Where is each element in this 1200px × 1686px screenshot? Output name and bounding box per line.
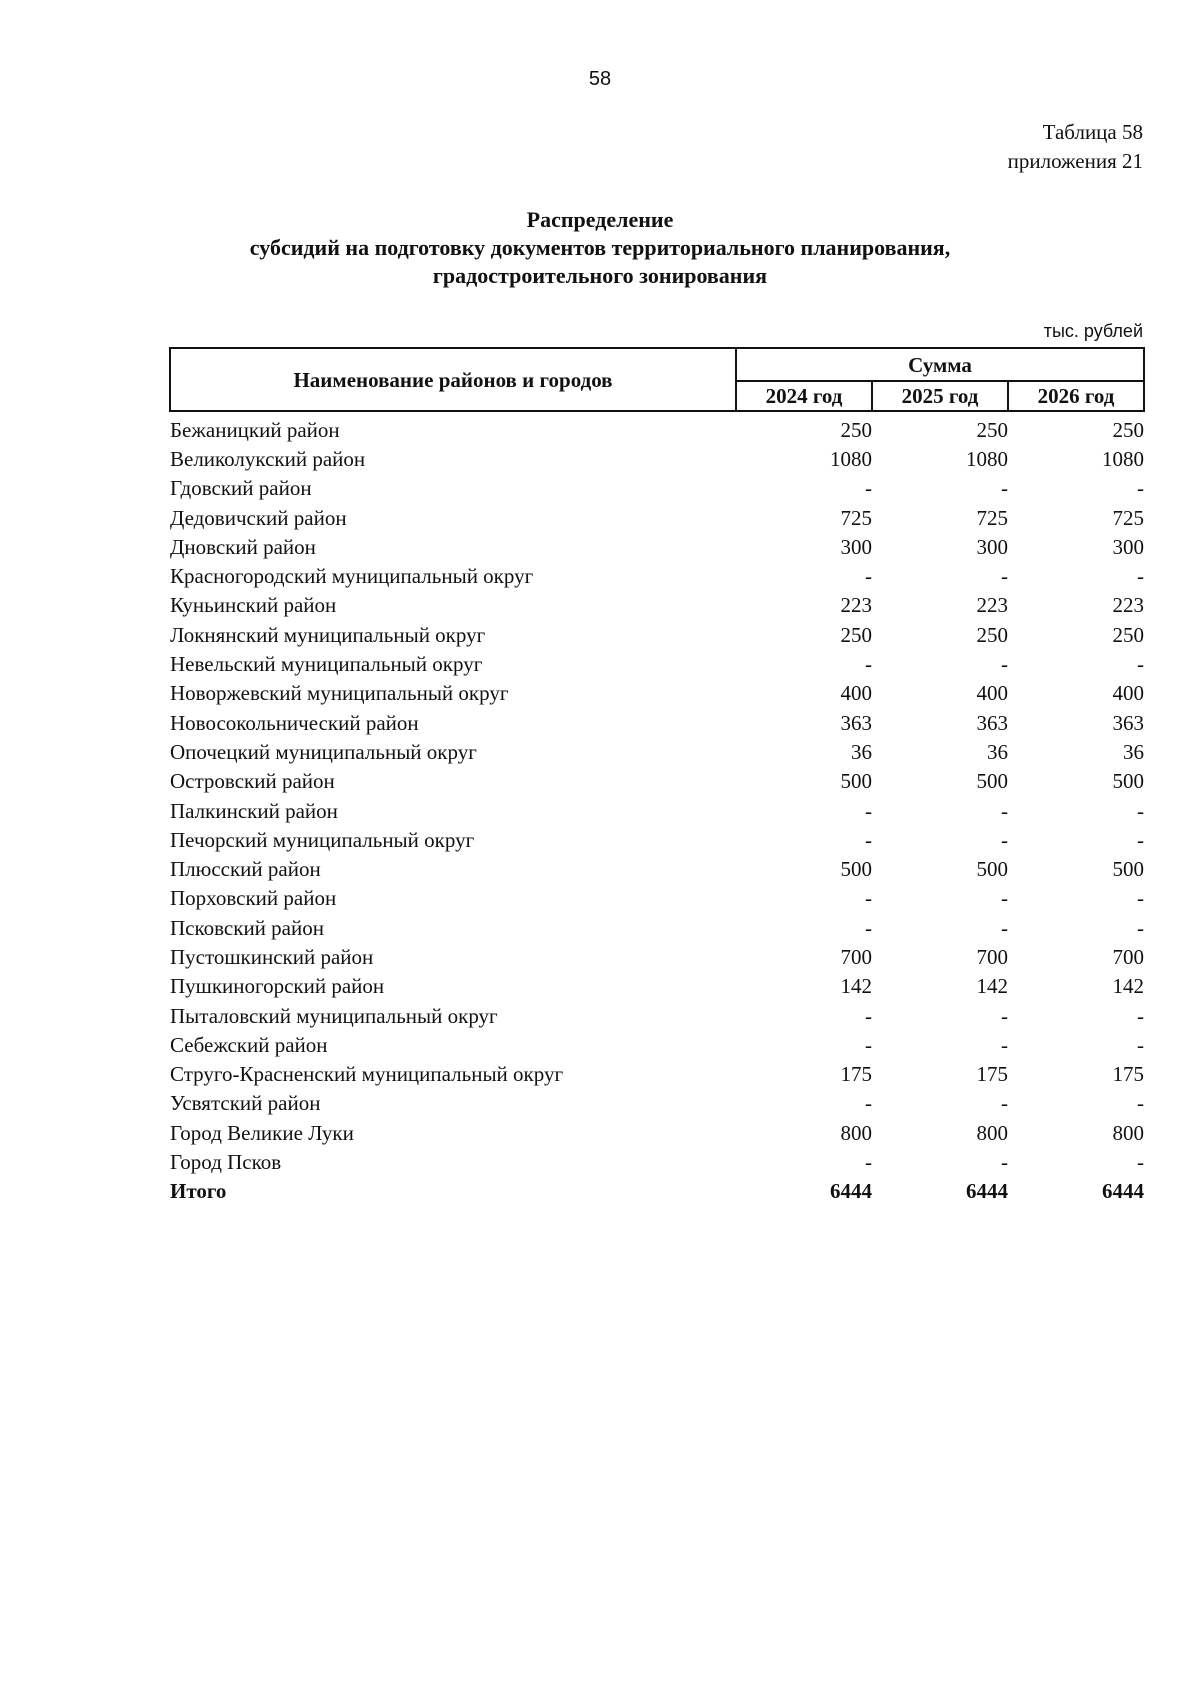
row-value-2026: 223 [1112,593,1145,618]
row-value-2024: 250 [840,417,872,442]
row-name: Дедовичский район [170,505,347,530]
row-value-2025: 725 [976,505,1008,530]
row-value-2024: 223 [840,593,872,618]
table-row [170,591,1144,620]
row-value-2025: - [1001,1032,1008,1057]
row-value-2025: - [1001,1150,1008,1175]
row-value-2024: 725 [840,505,872,530]
row-value-2025: 363 [976,710,1008,735]
row-value-2026: - [1137,1003,1145,1028]
row-name: Красногородский муниципальный округ [170,564,534,589]
row-name: Струго-Красненский муниципальный округ [170,1062,564,1087]
row-value-2024: - [865,827,872,852]
title-line-1: Распределение [526,207,674,232]
row-value-2025: 500 [976,769,1008,794]
row-value-2024: - [865,886,872,911]
row-value-2024: 700 [840,944,872,969]
table-row [170,1030,1144,1059]
row-name: Новоржевский муниципальный округ [170,681,509,706]
table-row [170,884,1144,913]
row-value-2024: - [865,1091,872,1116]
row-value-2026: 725 [1112,505,1145,530]
row-value-2024: 300 [840,534,872,559]
row-name: Опочецкий муниципальный округ [170,739,477,764]
row-value-2026: - [1137,886,1145,911]
row-value-2025: - [1001,476,1008,501]
row-value-2026: - [1137,652,1145,677]
row-value-2025: 800 [976,1120,1008,1145]
table-row [170,767,1144,796]
table-row [170,1147,1144,1176]
row-value-2024: - [865,652,872,677]
table-row [170,796,1144,825]
subsidy-table [169,347,1145,1206]
units-label: тыс. рублей [1043,321,1143,341]
row-value-2026: - [1137,1150,1145,1175]
table-row [170,411,1144,444]
table-row [170,474,1144,503]
row-value-2024: - [865,1032,872,1057]
row-value-2025: - [1001,564,1008,589]
row-name: Порховский район [170,886,337,911]
table-row [170,737,1144,766]
row-value-2026: - [1137,564,1145,589]
row-name: Дновский район [170,534,316,559]
total-value-2024: 6444 [830,1179,872,1204]
row-name: Себежский район [170,1032,328,1057]
header-year-2025: 2025 год [872,381,1008,411]
row-value-2024: - [865,1003,872,1028]
total-value-2025: 6444 [966,1179,1008,1204]
row-value-2026: 363 [1112,710,1145,735]
row-value-2026: 300 [1112,534,1145,559]
row-value-2026: - [1137,1091,1145,1116]
row-name: Великолукский район [170,446,366,471]
row-value-2024: 800 [840,1120,872,1145]
page-number: 58 [588,68,612,90]
total-value-2026: 6444 [1102,1179,1145,1204]
row-value-2026: 500 [1112,769,1145,794]
row-value-2025: 400 [976,681,1008,706]
row-name: Печорский муниципальный округ [170,827,475,852]
row-value-2025: - [1001,886,1008,911]
row-value-2026: 175 [1112,1062,1145,1087]
row-name: Псковский район [170,915,324,940]
row-value-2025: - [1001,1003,1008,1028]
table-row [170,649,1144,678]
row-value-2026: 500 [1112,857,1145,882]
row-value-2024: 1080 [830,446,872,471]
table-row [170,561,1144,590]
table-row [170,532,1144,561]
row-value-2024: - [865,564,872,589]
row-value-2025: 1080 [966,446,1008,471]
table-row [170,942,1144,971]
total-label: Итого [170,1179,227,1204]
row-value-2026: 800 [1112,1120,1145,1145]
table-row [170,1089,1144,1118]
row-name: Бежаницкий район [170,417,340,442]
row-value-2024: 142 [840,974,872,999]
row-name: Пыталовский муниципальный округ [170,1003,498,1028]
row-value-2026: 700 [1112,944,1145,969]
header-name: Наименование районов и городов [170,348,736,411]
table-row [170,1118,1144,1147]
row-name: Локнянский муниципальный округ [170,622,486,647]
row-name: Плюсский район [170,857,321,882]
table-row [170,972,1144,1001]
table-reference [1008,118,1143,176]
row-name: Гдовский район [170,476,312,501]
row-name: Палкинский район [170,798,338,823]
header-sum: Сумма [736,348,1144,381]
row-name: Новосокольнический район [170,710,419,735]
row-value-2024: - [865,915,872,940]
table-reference-line-2: приложения 21 [1007,149,1143,173]
row-value-2025: - [1001,827,1008,852]
row-value-2025: 250 [976,417,1008,442]
row-value-2025: - [1001,652,1008,677]
header-year-2026: 2026 год [1008,381,1144,411]
row-value-2026: - [1137,1032,1145,1057]
table-row [170,854,1144,883]
row-value-2026: - [1137,798,1145,823]
table-row [170,1060,1144,1089]
row-value-2026: - [1137,915,1145,940]
table-body [170,411,1144,1206]
table-row [170,444,1144,473]
title-line-2: субсидий на подготовку документов территориального планирования, [249,235,951,260]
row-name: Город Великие Луки [170,1120,354,1145]
row-value-2025: 250 [976,622,1008,647]
row-value-2025: - [1001,798,1008,823]
row-name: Пушкиногорский район [170,974,385,999]
row-value-2026: - [1137,476,1145,501]
row-value-2025: 223 [976,593,1008,618]
row-value-2026: 1080 [1102,446,1145,471]
row-value-2025: 142 [976,974,1008,999]
row-value-2025: 175 [976,1062,1008,1087]
row-value-2025: 300 [976,534,1008,559]
header-year-2024: 2024 год [736,381,872,411]
row-value-2025: - [1001,915,1008,940]
total-row [170,1177,1144,1206]
row-value-2024: 363 [840,710,872,735]
row-name: Островский район [170,769,335,794]
row-value-2024: 400 [840,681,872,706]
table-row [170,679,1144,708]
row-value-2026: - [1137,827,1145,852]
table-reference-line-1: Таблица 58 [1042,120,1143,144]
table-row [170,825,1144,854]
row-value-2025: 500 [976,857,1008,882]
row-name: Пустошкинский район [170,944,374,969]
title-line-3: градостроительного зонирования [432,263,768,288]
row-name: Невельский муниципальный округ [170,652,483,677]
row-value-2024: - [865,798,872,823]
row-value-2024: - [865,476,872,501]
row-value-2024: 500 [840,857,872,882]
document-title [0,206,1200,290]
table-row [170,503,1144,532]
row-name: Усвятский район [170,1091,321,1116]
row-value-2024: 500 [840,769,872,794]
table-row [170,1001,1144,1030]
table-row [170,913,1144,942]
table-row [170,620,1144,649]
row-name: Город Псков [170,1150,282,1175]
row-value-2025: 36 [987,739,1008,764]
row-value-2024: 250 [840,622,872,647]
row-value-2026: 400 [1112,681,1145,706]
row-value-2026: 250 [1112,417,1145,442]
row-value-2024: 36 [851,739,872,764]
row-value-2025: 700 [976,944,1008,969]
table-row [170,708,1144,737]
row-value-2026: 250 [1112,622,1145,647]
row-value-2026: 36 [1123,739,1145,764]
row-name: Куньинский район [170,593,337,618]
row-value-2025: - [1001,1091,1008,1116]
row-value-2024: 175 [840,1062,872,1087]
row-value-2024: - [865,1150,872,1175]
row-value-2026: 142 [1112,974,1145,999]
